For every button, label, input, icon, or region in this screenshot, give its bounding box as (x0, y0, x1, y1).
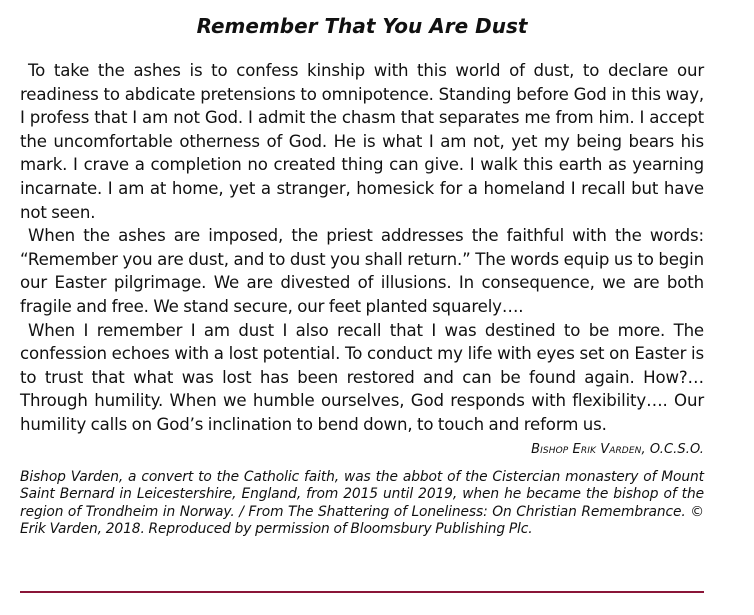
author-attribution: Bishop Erik Varden, O.C.S.O. (531, 441, 704, 457)
paragraph: When the ashes are imposed, the priest addresses the faithful with the words: “Remember you are dust, and to dust you shall return.” The words equip us to begin our Easter pilgrimage. We are divested of illusions. In consequence, we are both fragile and free. We stand secure, our feet planted squarely…. (20, 226, 704, 316)
article (20, 12, 704, 539)
paragraph: When I remember I am dust I also recall that I was destined to be more. The confession echoes with a lost potential. To conduct my life with eyes set on Easter is to trust that what was lost has been restored and can be found again. How?… Through humility. When we humble ourselves, God responds with flexibility…. Our humility calls on God’s inclination to bend down, to touch and reform us. (20, 320, 704, 434)
author-bio: Bishop Varden, a convert to the Catholic faith, was the abbot of the Cistercian monastery of Mount Saint Bernard in Leicestershire, England, from 2015 until 2019, when he became the bishop of the region of Trondheim in Norway. / From The Shattering of Loneliness: On Christian Remembrance. © Erik Varden, 2018. Reproduced by permission of Bloomsbury Publishing Plc. (20, 468, 704, 538)
article-body (20, 59, 704, 437)
paragraph: To take the ashes is to confess kinship with this world of dust, to declare our readiness to abdicate pretensions to omnipotence. Standing before God in this way, I profess that I am not God. I admit the chasm that separates me from him. I accept the uncomfortable otherness of God. He is what I am not, yet my being bears his mark. I crave a completion no created thing can give. I walk this earth as yearning incarnate. I am at home, yet a stranger, homesick for a homeland I recall but have not seen. (20, 61, 704, 222)
article-title: Remember That You Are Dust (196, 14, 528, 38)
bottom-divider (20, 591, 704, 593)
